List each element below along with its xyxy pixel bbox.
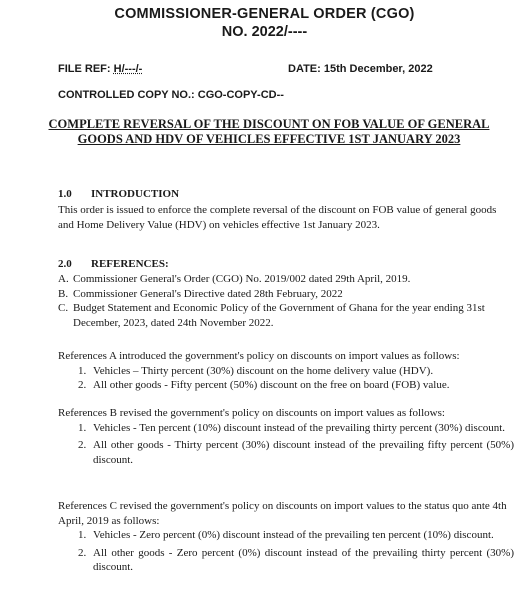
reference-letter: C. <box>58 302 69 314</box>
reference-item <box>58 301 510 330</box>
list-text: Vehicles – Thirty percent (30%) discount on the home delivery value (HDV). <box>93 364 434 377</box>
section-title: INTRODUCTION <box>91 188 180 200</box>
list-text: All other goods - Fifty percent (50%) discount on the free on board (FOB) value. <box>93 379 450 391</box>
list-number: 2. <box>78 379 87 391</box>
introduction-text: This order is issued to enforce the complete reversal of the discount on FOB value of general goods and Home Delivery Value (HDV) on vehicles effective 1st January 2023. <box>58 204 497 231</box>
references-list <box>58 272 510 330</box>
reference-b-paragraph <box>58 406 514 467</box>
reference-text: Commissioner General's Directive dated 28th February, 2022 <box>73 287 343 300</box>
list-number: 2. <box>78 546 87 559</box>
list-number: 2. <box>78 439 87 451</box>
list-item <box>78 378 514 393</box>
references-heading <box>58 257 510 272</box>
list-number: 1. <box>78 364 87 377</box>
list-text: Vehicles - Zero percent (0%) discount instead of the prevailing ten percent (10%) discount. <box>93 529 494 541</box>
section-title: REFERENCES: <box>91 258 169 270</box>
section-number: 1.0 <box>58 188 72 200</box>
reference-letter: B. <box>58 287 69 300</box>
reference-letter: A. <box>58 273 69 285</box>
paragraph-intro: References B revised the government's policy on discounts on import values as follows: <box>58 407 445 419</box>
file-ref <box>58 63 142 75</box>
file-ref-value: H/---/- <box>113 63 143 75</box>
list-text: All other goods - Zero percent (0%) discount instead of the prevailing thirty percent (30%) discount. <box>93 546 514 573</box>
paragraph-intro: References C revised the government's policy on discounts on import values to the status quo ante 4th April, 2019 as follows: <box>58 500 507 527</box>
reference-text: Commissioner General's Order (CGO) No. 2019/002 dated 29th April, 2019. <box>73 273 411 285</box>
list-item <box>78 421 514 436</box>
file-ref-label: FILE REF: <box>58 63 111 75</box>
reference-item <box>58 272 510 287</box>
list-number: 1. <box>78 421 87 434</box>
list-item <box>78 546 514 575</box>
subject-heading: COMPLETE REVERSAL OF THE DISCOUNT ON FOB VALUE OF GENERAL GOODS AND HDV OF VEHICLES EFFECTIVE 1ST JANUARY 2023 <box>48 117 490 146</box>
controlled-copy: CONTROLLED COPY NO.: CGO-COPY-CD-- <box>58 89 284 101</box>
section-number: 2.0 <box>58 258 72 270</box>
reference-text: Budget Statement and Economic Policy of the Government of Ghana for the year ending 31st December, 2023, dated 24th November 2022. <box>73 302 485 329</box>
order-date: DATE: 15th December, 2022 <box>288 63 433 75</box>
introduction-heading <box>58 187 510 202</box>
list-item <box>78 438 514 467</box>
reference-a-paragraph <box>58 349 514 393</box>
order-number: NO. 2022/---- <box>221 24 308 40</box>
list-text: All other goods - Thirty percent (30%) discount instead of the prevailing fifty percent (50%) discount. <box>93 439 514 466</box>
list-item <box>78 528 514 543</box>
reference-c-paragraph <box>58 499 514 575</box>
list-text: Vehicles - Ten percent (10%) discount instead of the prevailing thirty percent (30%) discount. <box>93 421 506 434</box>
order-title: COMMISSIONER-GENERAL ORDER (CGO) <box>114 6 415 22</box>
reference-item <box>58 287 510 302</box>
list-number: 1. <box>78 529 87 541</box>
paragraph-intro: References A introduced the government's policy on discounts on import values as follows: <box>58 350 460 362</box>
list-item <box>78 364 514 379</box>
